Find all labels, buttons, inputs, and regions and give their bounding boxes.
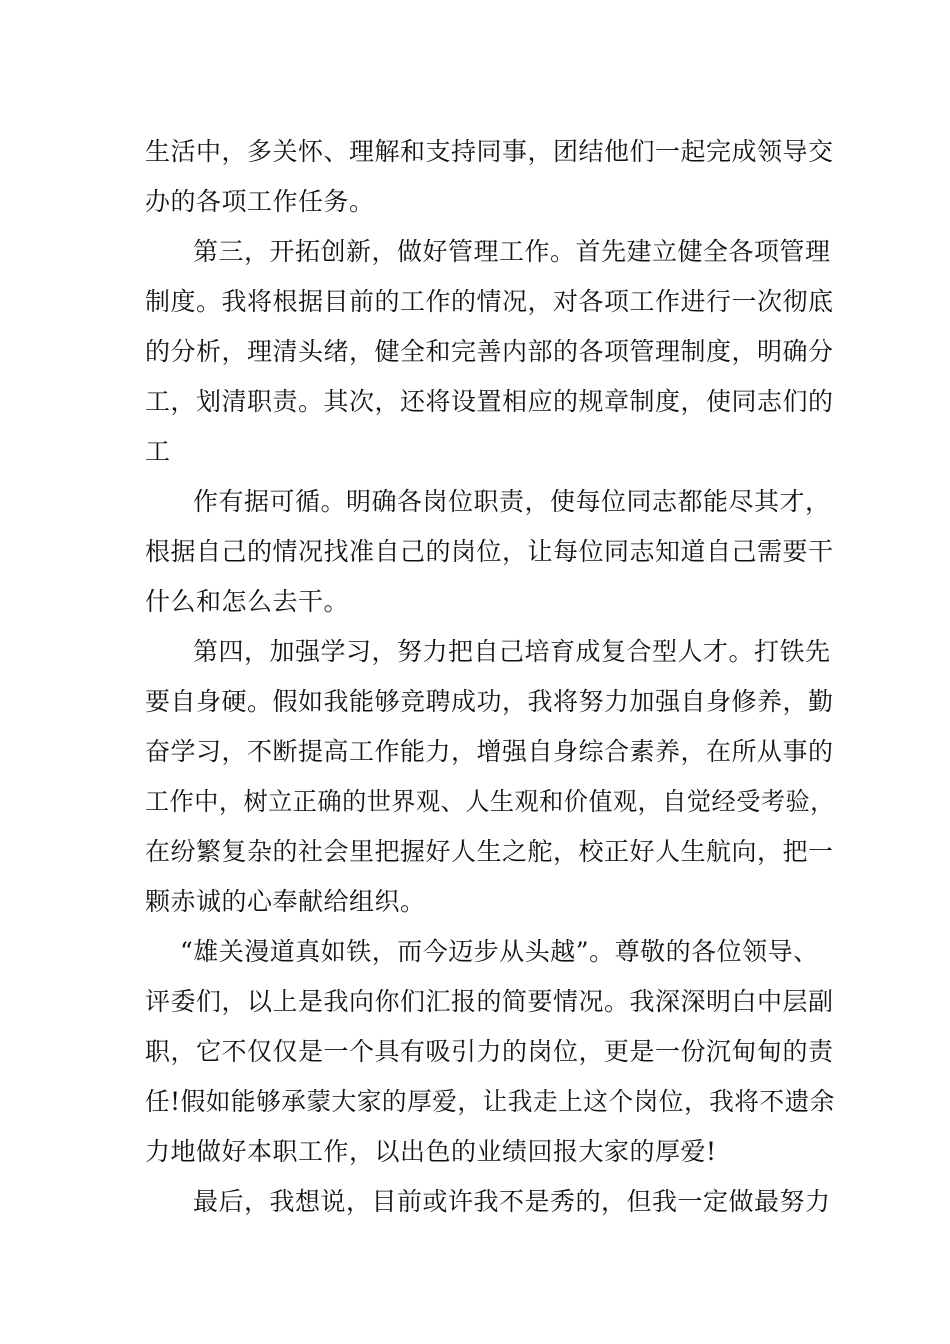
text-line: 职，它不仅仅是一个具有吸引力的岗位，更是一份沉甸甸的责: [145, 1037, 834, 1066]
paragraph-first-line: “雄关漫道真如铁，而今迈步从头越”。尊敬的各位领导、: [180, 937, 819, 966]
text-line: 根据自己的情况找准自己的岗位，让每位同志知道自己需要干: [145, 537, 834, 566]
text-line: 要自身硬。假如我能够竞聘成功，我将努力加强自身修养，勤: [145, 687, 834, 716]
text-line: 在纷繁复杂的社会里把握好人生之舵，校正好人生航向，把一: [145, 837, 834, 866]
text-line: 工，划清职责。其次，还将设置相应的规章制度，使同志们的: [145, 387, 834, 416]
text-line: 评委们，以上是我向你们汇报的简要情况。我深深明白中层副: [145, 987, 834, 1016]
text-line: 工作中，树立正确的世界观、人生观和价值观，自觉经受考验，: [145, 787, 835, 816]
paragraph-first-line: 最后，我想说，目前或许我不是秀的，但我一定做最努力: [193, 1187, 831, 1216]
text-line: 的分析，理清头绪，健全和完善内部的各项管理制度，明确分: [145, 337, 834, 366]
paragraph-first-line: 作有据可循。明确各岗位职责，使每位同志都能尽其才，: [193, 487, 831, 516]
text-line: 生活中，多关怀、理解和支持同事，团结他们一起完成领导交: [145, 137, 834, 166]
text-line: 工: [145, 437, 171, 466]
text-line: 颗赤诚的心奉献给组织。: [145, 887, 426, 916]
text-line: 办的各项工作任务。: [145, 187, 375, 216]
text-line: 力地做好本职工作，以出色的业绩回报大家的厚爱!: [145, 1137, 717, 1166]
paragraph-first-line: 第四，加强学习，努力把自己培育成复合型人才。打铁先: [193, 637, 831, 666]
text-line: 任!假如能够承蒙大家的厚爱，让我走上这个岗位，我将不遗余: [145, 1087, 835, 1116]
paragraph-first-line: 第三，开拓创新，做好管理工作。首先建立健全各项管理: [193, 237, 831, 266]
text-line: 制度。我将根据目前的工作的情况，对各项工作进行一次彻底: [145, 287, 834, 316]
text-line: 奋学习，不断提高工作能力，增强自身综合素养，在所从事的: [145, 737, 834, 766]
text-line: 什么和怎么去干。: [145, 587, 350, 616]
